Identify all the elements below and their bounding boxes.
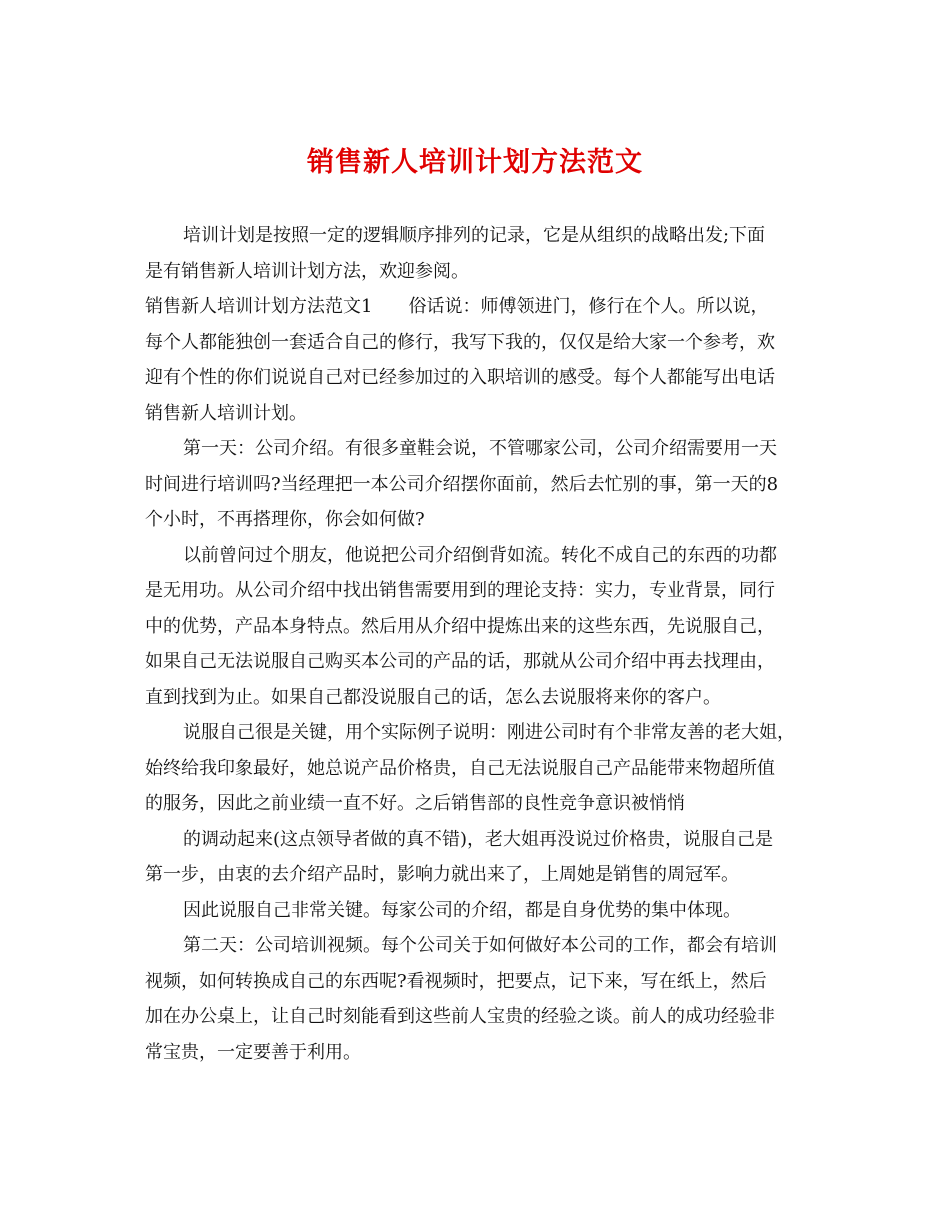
text-line: 销售新人培训计划方法范文1 俗话说：师傅领进门，修行在个人。所以说， (145, 296, 769, 317)
text-line: 时间进行培训吗?当经理把一本公司介绍摆你面前，然后去忙别的事，第一天的8 (145, 473, 779, 495)
text-line: 加在办公桌上，让自己时刻能看到这些前人宝贵的经验之谈。前人的成功经验非 (145, 1006, 775, 1027)
text-line: 销售新人培训计划。 (145, 402, 307, 424)
text-line: 的服务，因此之前业绩一直不好。之后销售部的良性竞争意识被悄悄 (145, 793, 685, 814)
text-line: 说服自己很是关键，用个实际例子说明：刚进公司时有个非常友善的老大姐， (183, 722, 795, 743)
text-line: 视频，如何转换成自己的东西呢?看视频时，把要点，记下来，写在纸上，然后 (145, 970, 767, 992)
text-line: 因此说服自己非常关键。每家公司的介绍，都是自身优势的集中体现。 (183, 899, 741, 921)
text-line: 第一步，由衷的去介绍产品时，影响力就出来了，上周她是销售的周冠军。 (145, 864, 739, 885)
text-line: 直到找到为止。如果自己都没说服自己的话，怎么去说服将来你的客户。 (145, 686, 721, 708)
text-line: 如果自己无法说服自己购买本公司的产品的话，那就从公司介绍中再去找理由， (145, 651, 775, 672)
text-line: 常宝贵，一定要善于利用。 (145, 1041, 361, 1063)
text-line: 的调动起来(这点领导者做的真不错)，老大姐再没说过价格贵，说服自己是 (183, 828, 774, 850)
text-line: 始终给我印象最好，她总说产品价格贵，自己无法说服自己产品能带来物超所值 (145, 757, 775, 779)
text-line: 第二天：公司培训视频。每个公司关于如何做好本公司的工作，都会有培训 (183, 935, 777, 956)
text-line: 中的优势，产品本身特点。然后用从介绍中提炼出来的这些东西，先说服自己， (145, 615, 775, 637)
text-line: 每个人都能独创一套适合自己的修行，我写下我的，仅仅是给大家一个参考，欢 (145, 331, 775, 353)
document-title: 销售新人培训计划方法范文 (307, 147, 643, 178)
text-line: 迎有个性的你们说说自己对已经参加过的入职培训的感受。每个人都能写出电话 (145, 367, 775, 388)
text-line: 以前曾问过个朋友，他说把公司介绍倒背如流。转化不成自己的东西的功都 (183, 544, 777, 566)
text-line: 是无用功。从公司介绍中找出销售需要用到的理论支持：实力，专业背景，同行 (145, 580, 775, 601)
text-line: 是有销售新人培训计划方法，欢迎参阅。 (145, 260, 469, 282)
document-body (145, 218, 810, 1070)
text-line: 个小时，不再搭理你，你会如何做? (145, 509, 425, 530)
text-line: 第一天：公司介绍。有很多童鞋会说，不管哪家公司，公司介绍需要用一天 (183, 438, 777, 459)
text-line: 培训计划是按照一定的逻辑顺序排列的记录，它是从组织的战略出发;下面 (183, 225, 766, 246)
